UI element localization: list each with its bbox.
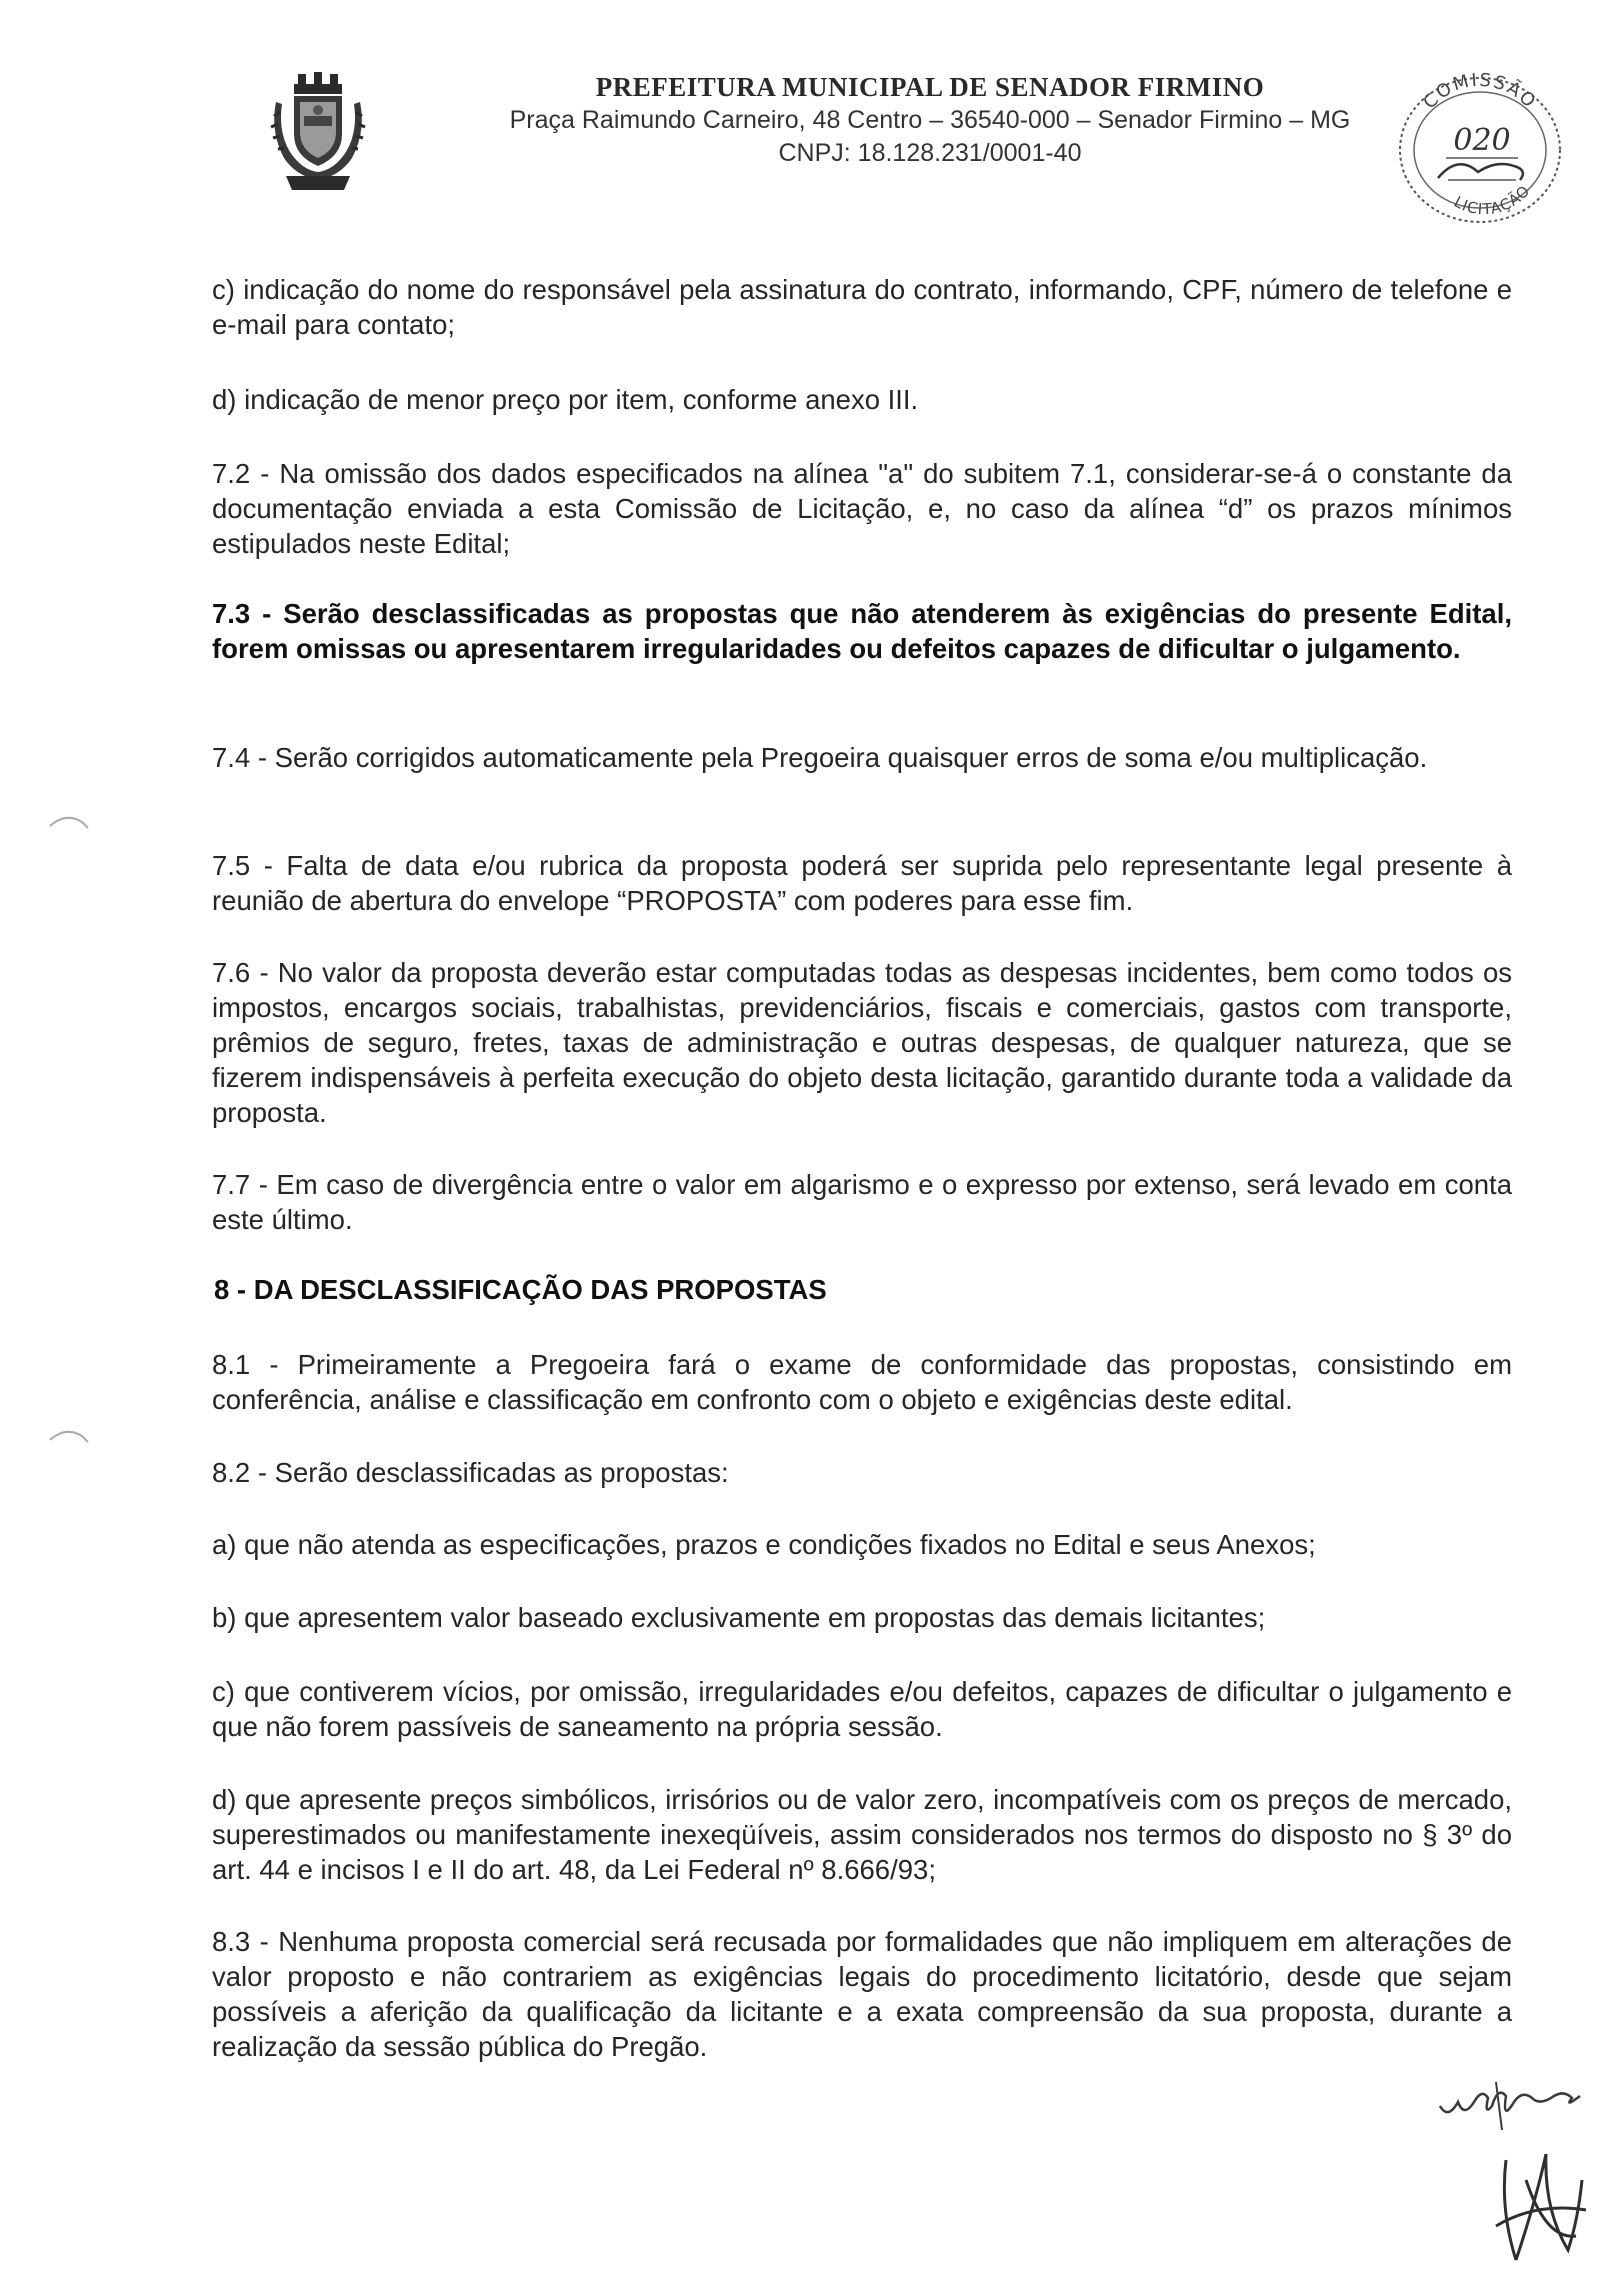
stamp-bottom-text: LICITAÇÃO [1450,181,1534,219]
paragraph-8-2-b: b) que apresentem valor baseado exclusivamente em propostas das demais licitantes; [212,1602,1266,1633]
municipality-title: PREFEITURA MUNICIPAL DE SENADOR FIRMINO [595,72,1265,102]
section-heading-8: 8 - DA DESCLASSIFICAÇÃO DAS PROPOSTAS [214,1274,827,1305]
paragraph-8-1: 8.1 - Primeiramente a Pregoeira fará o exame de conformidade das propostas, consistindo em conferência, análise e classificação em confronto com o objeto e exigências deste edital. [212,1349,1512,1415]
handwritten-initials-icon [1486,2140,1596,2270]
commission-stamp [1378,58,1578,228]
svg-text:LICITAÇÃO [1451,181,1534,218]
paragraph-8-2-d: d) que apresente preços simbólicos, irrisórios ou de valor zero, incompatíveis com os preços de mercado, superestimados ou manifestamente inexeqüíveis, assim considerados nos termos do disposto no § 3º do art. 44 e incisos I e II do art. 48, da Lei Federal nº 8.666/93; [212,1784,1512,1885]
municipality-cnpj: CNPJ: 18.128.231/0001-40 [778,139,1082,167]
paragraph-8-2: 8.2 - Serão desclassificadas as propostas: [212,1457,729,1488]
paragraph-7-7: 7.7 - Em caso de divergência entre o valor em algarismo e o expresso por extenso, será levado em conta este último. [212,1169,1512,1235]
municipal-crest-icon [268,72,368,200]
paragraph-item-d: d) indicação de menor preço por item, conforme anexo III. [212,384,919,415]
municipality-address: Praça Raimundo Carneiro, 48 Centro – 36540-000 – Senador Firmino – MG [509,106,1351,134]
paragraph-7-3: 7.3 - Serão desclassificadas as propostas que não atenderem às exigências do presente Edital, forem omissas ou apresentarem irregularidades ou defeitos capazes de dificultar o julgamento. [212,598,1512,664]
paragraph-8-2-a: a) que não atenda as especificações, prazos e condições fixados no Edital e seus Anexos; [212,1529,1316,1560]
stamp-top-text: COMISSÃO [1419,69,1541,114]
handwritten-signature-icon [1436,2062,1596,2132]
margin-mark-icon [48,1422,92,1446]
stamp-number: 020 [1453,123,1511,158]
paragraph-7-5: 7.5 - Falta de data e/ou rubrica da proposta poderá ser suprida pelo representante legal presente à reunião de abertura do envelope “PROPOSTA” com poderes para esse fim. [212,850,1512,916]
paragraph-7-6: 7.6 - No valor da proposta deverão estar computadas todas as despesas incidentes, bem como todos os impostos, encargos sociais, trabalhistas, previdenciários, fiscais e comerciais, gastos com transporte, prêmios de seguro, fretes, taxas de administração e outras despesas, de qualquer natureza, que se fizerem indispensáveis à perfeita execução do objeto desta licitação, garantido durante toda a validade da proposta. [212,957,1512,1128]
paragraph-8-2-c: c) que contiverem vícios, por omissão, irregularidades e/ou defeitos, capazes de dificultar o julgamento e que não forem passíveis de saneamento na própria sessão. [212,1676,1512,1742]
letterhead [440,70,1420,170]
paragraph-item-c: c) indicação do nome do responsável pela assinatura do contrato, informando, CPF, número de telefone e e-mail para contato; [212,274,1512,340]
margin-mark-icon [48,808,92,832]
paragraph-8-3: 8.3 - Nenhuma proposta comercial será recusada por formalidades que não impliquem em alterações de valor proposto e não contrariem as exigências legais do procedimento licitatório, desde que sejam possíveis a aferição da qualificação da licitante e a exata compreensão da sua proposta, durante a realização da sessão pública do Pregão. [212,1926,1512,2062]
paragraph-7-4: 7.4 - Serão corrigidos automaticamente pela Pregoeira quaisquer erros de soma e/ou multiplicação. [212,742,1428,773]
paragraph-7-2: 7.2 - Na omissão dos dados especificados na alínea "a" do subitem 7.1, considerar-se-á o constante da documentação enviada a esta Comissão de Licitação, e, no caso da alínea “d” os prazos mínimos estipulados neste Edital; [212,458,1512,559]
